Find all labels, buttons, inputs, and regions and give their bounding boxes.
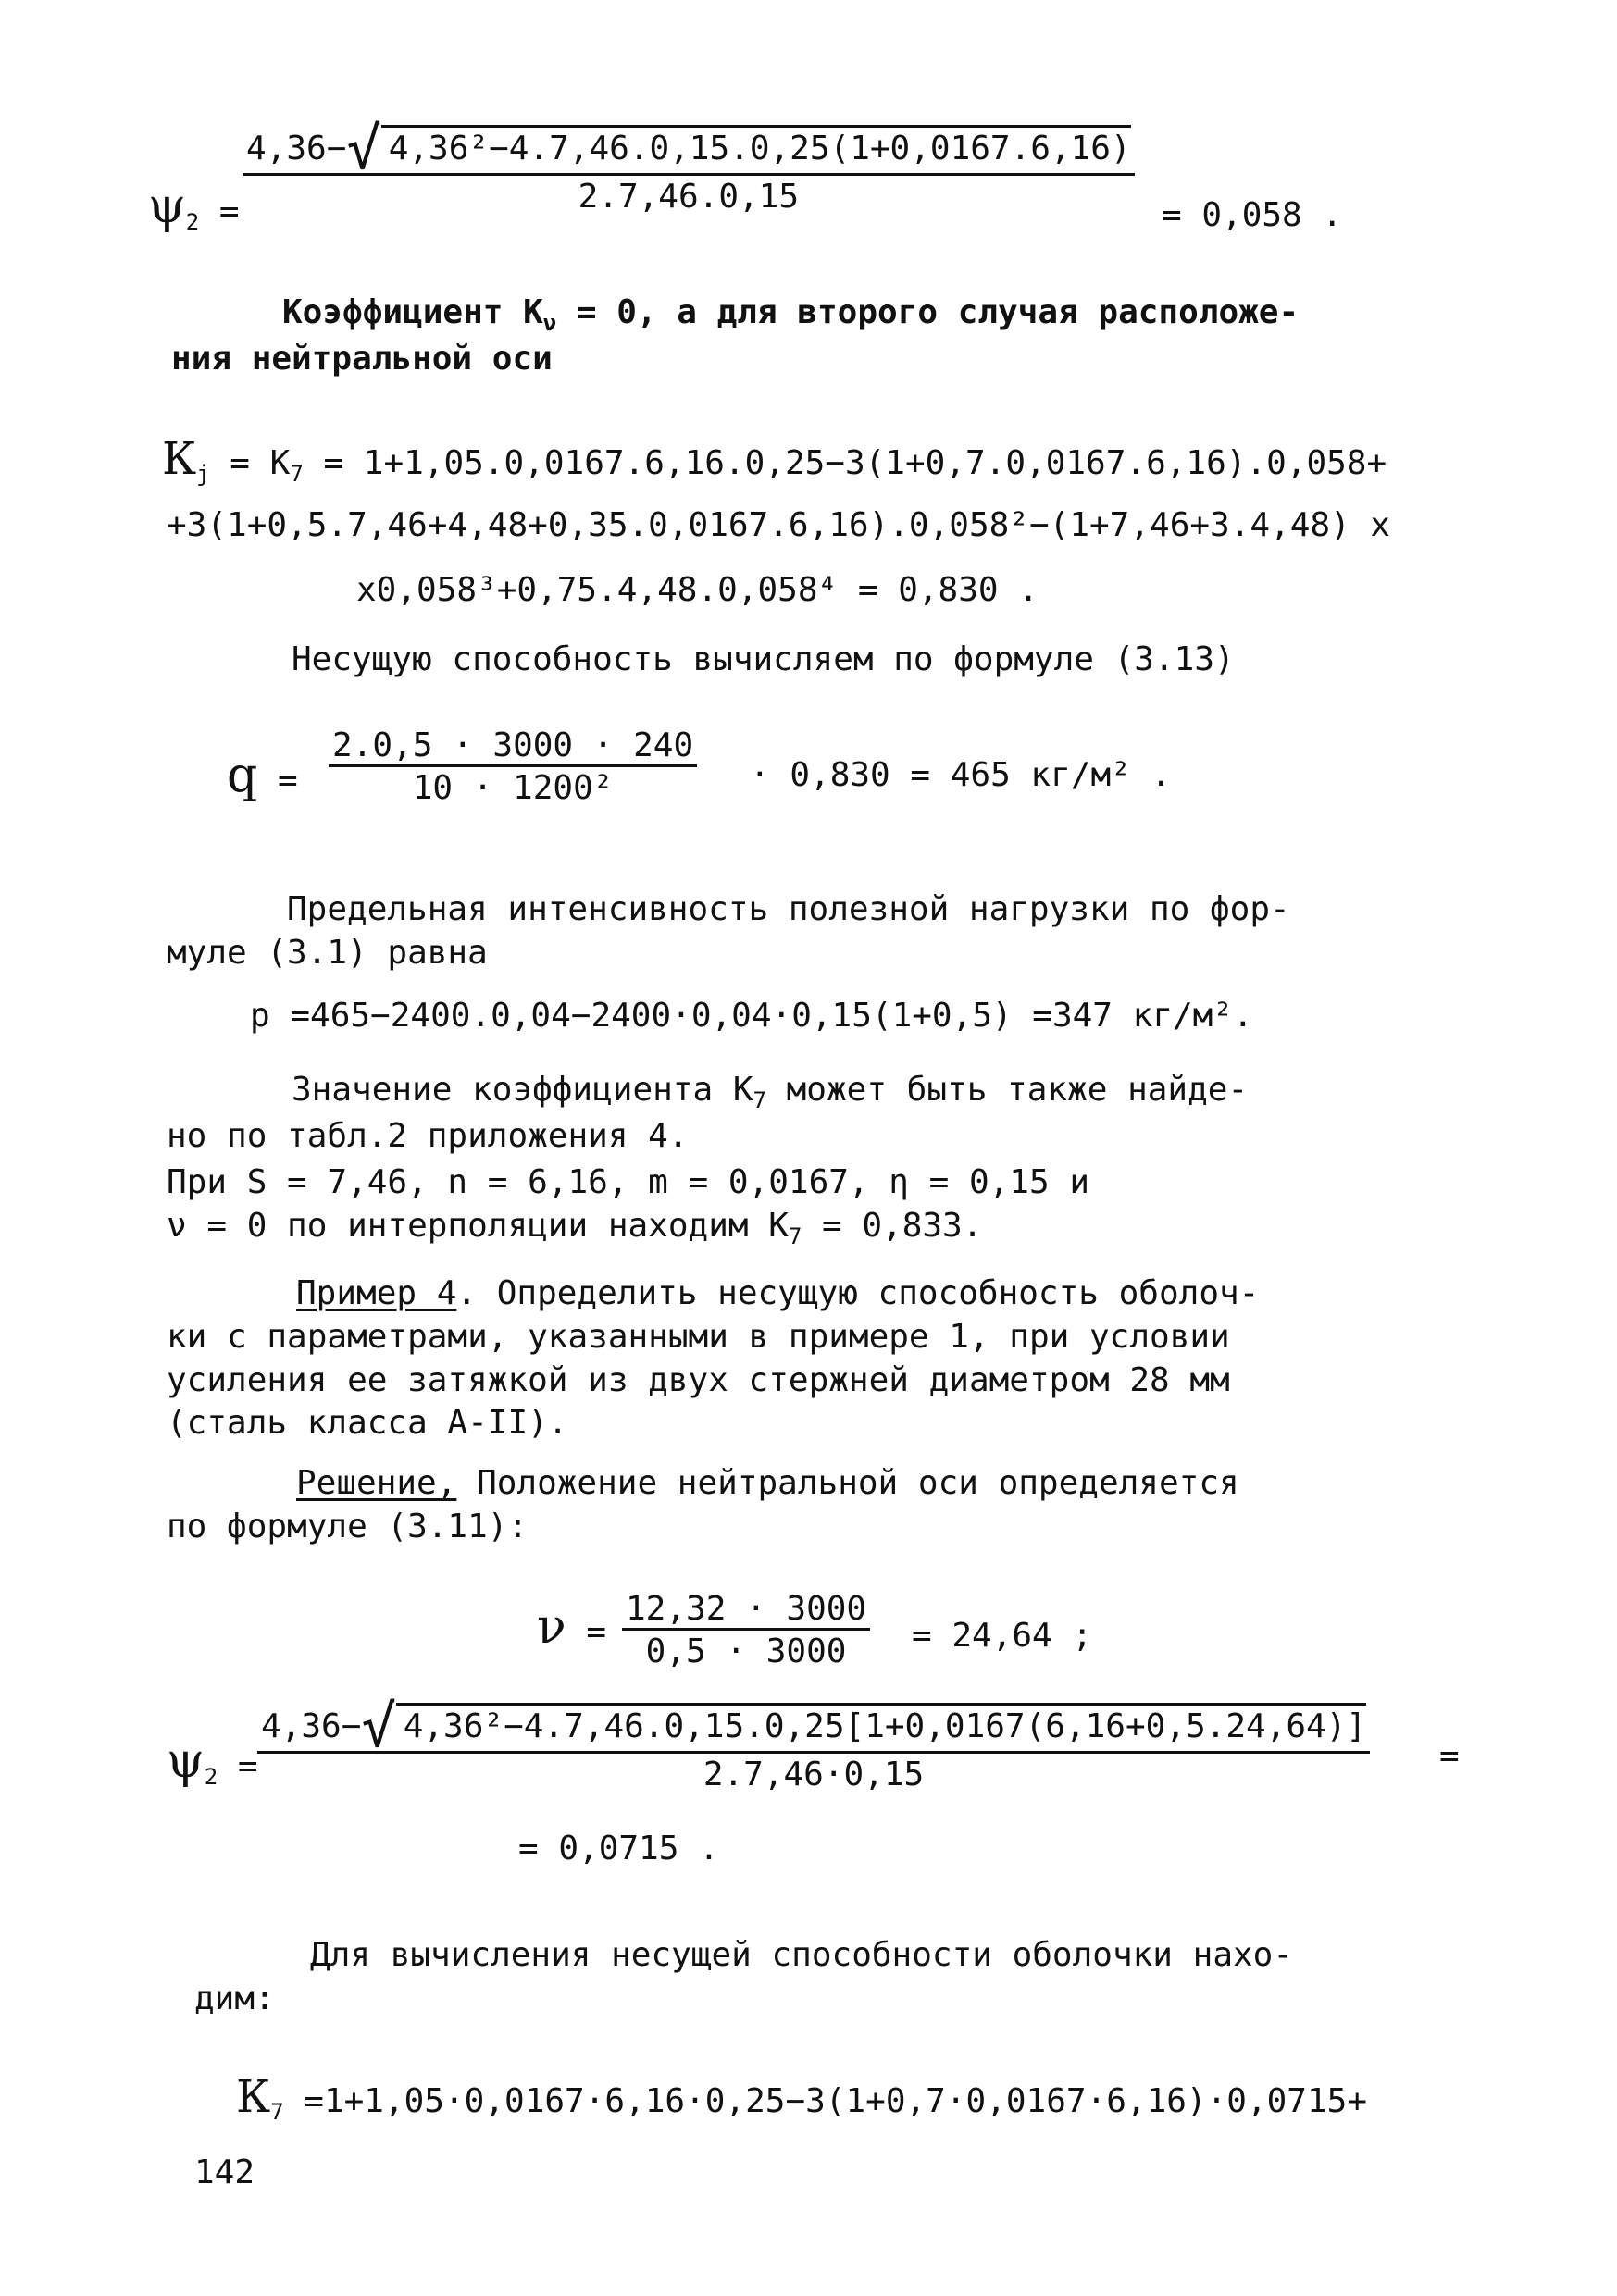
paragraph-calc: Для вычисления несущей способности оболочки нахо- дим: xyxy=(194,1936,1294,2017)
paragraph-coefficient-value: Значение коэффициента $К_7$ может быть также найде- но по табл.2 приложения 4. xyxy=(167,1071,1249,1156)
sqrt-sign-icon: √ xyxy=(361,1693,396,1760)
eq5-fraction xyxy=(622,1590,870,1671)
example-4-label: Пример 4 xyxy=(296,1274,457,1312)
eq1-result: = 0,058 . xyxy=(1162,196,1343,234)
eq6-fraction xyxy=(257,1693,1370,1793)
eq5-result: = 24,64 ; xyxy=(912,1617,1093,1655)
eq6-denominator: 2.7,46·0,15 xyxy=(703,1756,925,1793)
eq1-denominator: 2.7,46.0,15 xyxy=(578,178,800,216)
eq5-numerator: 12,32 · 3000 xyxy=(622,1590,870,1631)
eq2-line2: +3(1+0,5.7,46+4,48+0,35.0,0167.6,16).0,058²−(1+7,46+3.4,48) x xyxy=(167,506,1391,544)
eq6-result: = 0,0715 . xyxy=(518,1830,719,1868)
eq3-fraction xyxy=(329,726,697,808)
eq6-tail: = xyxy=(1439,1737,1460,1775)
solution-label: Решение, xyxy=(296,1464,457,1502)
eq3-numerator: 2.0,5 · 3000 · 240 xyxy=(329,726,697,767)
eq1-numerator: 4,36−√ 4,36²−4.7,46.0,15.0,25(1+0,0167.6,16) xyxy=(243,125,1135,176)
eq4: p =465−2400.0,04−2400·0,04·0,15(1+0,5) =347 кг/м². xyxy=(250,997,1253,1035)
eq7: $К_7 =1+1,05\cdot 0,0167\cdot 6,16\cdot 0,25-3(1+0,7\cdot 0,0167\cdot 6,16)\cdot 0,0715+$ xyxy=(236,2071,1367,2125)
eq5-lhs: ν = xyxy=(537,1599,606,1655)
eq6-lhs: $\psi_2$ = xyxy=(167,1733,258,1790)
eq1-fraction xyxy=(243,115,1135,216)
solution: Решение, Положение нейтральной оси определяется по формуле (3.11): xyxy=(167,1464,1239,1545)
page-number: 142 xyxy=(194,2153,255,2191)
paragraph-coefficient: Коэффициент $К_\nu = 0$, а для второго случая расположе- ния нейтральной оси xyxy=(171,293,1300,379)
paragraph-limit-intensity: Предельная интенсивность полезной нагрузки по фор- муле (3.1) равна xyxy=(167,890,1290,972)
sqrt-sign-icon: √ xyxy=(346,115,381,182)
example-4: Пример 4. Определить несущую способность оболоч- ки с параметрами, указанными в примере 1, при условии усиления ее затяжкой из двух стержней диаметром 28 мм (сталь класса А-II). xyxy=(167,1274,1260,1443)
eq3-result: · 0,830 = 465 кг/м² . xyxy=(750,756,1172,794)
paragraph-bearing-capacity: Несущую способность вычисляем по формуле (3.13) xyxy=(292,640,1235,678)
eq3-denominator: 10 · 1200² xyxy=(412,769,614,808)
eq6-numerator: 4,36−√ 4,36²−4.7,46.0,15.0,25[1+0,0167(6,16+0,5.24,64)] xyxy=(257,1703,1370,1754)
eq5-denominator: 0,5 · 3000 xyxy=(645,1632,847,1671)
eq2-line3: x0,058³+0,75.4,48.0,058⁴ = 0,830 . xyxy=(356,571,1039,609)
eq3-lhs: q = xyxy=(227,748,298,803)
paragraph-interpolation: При S = 7,46, n = 6,16, m = 0,0167, η = 0,15 и ν = 0 по интерполяции находим $К_7 = 0,833$. xyxy=(167,1163,1089,1249)
eq1-lhs: $\psi_2$ = xyxy=(148,179,240,235)
eq2-line1: $К_j = К_7 = 1+1,05.0,0167.6,16.0,25-3(1+0,7.0,0167.6,16).0,058+$ xyxy=(162,433,1387,487)
